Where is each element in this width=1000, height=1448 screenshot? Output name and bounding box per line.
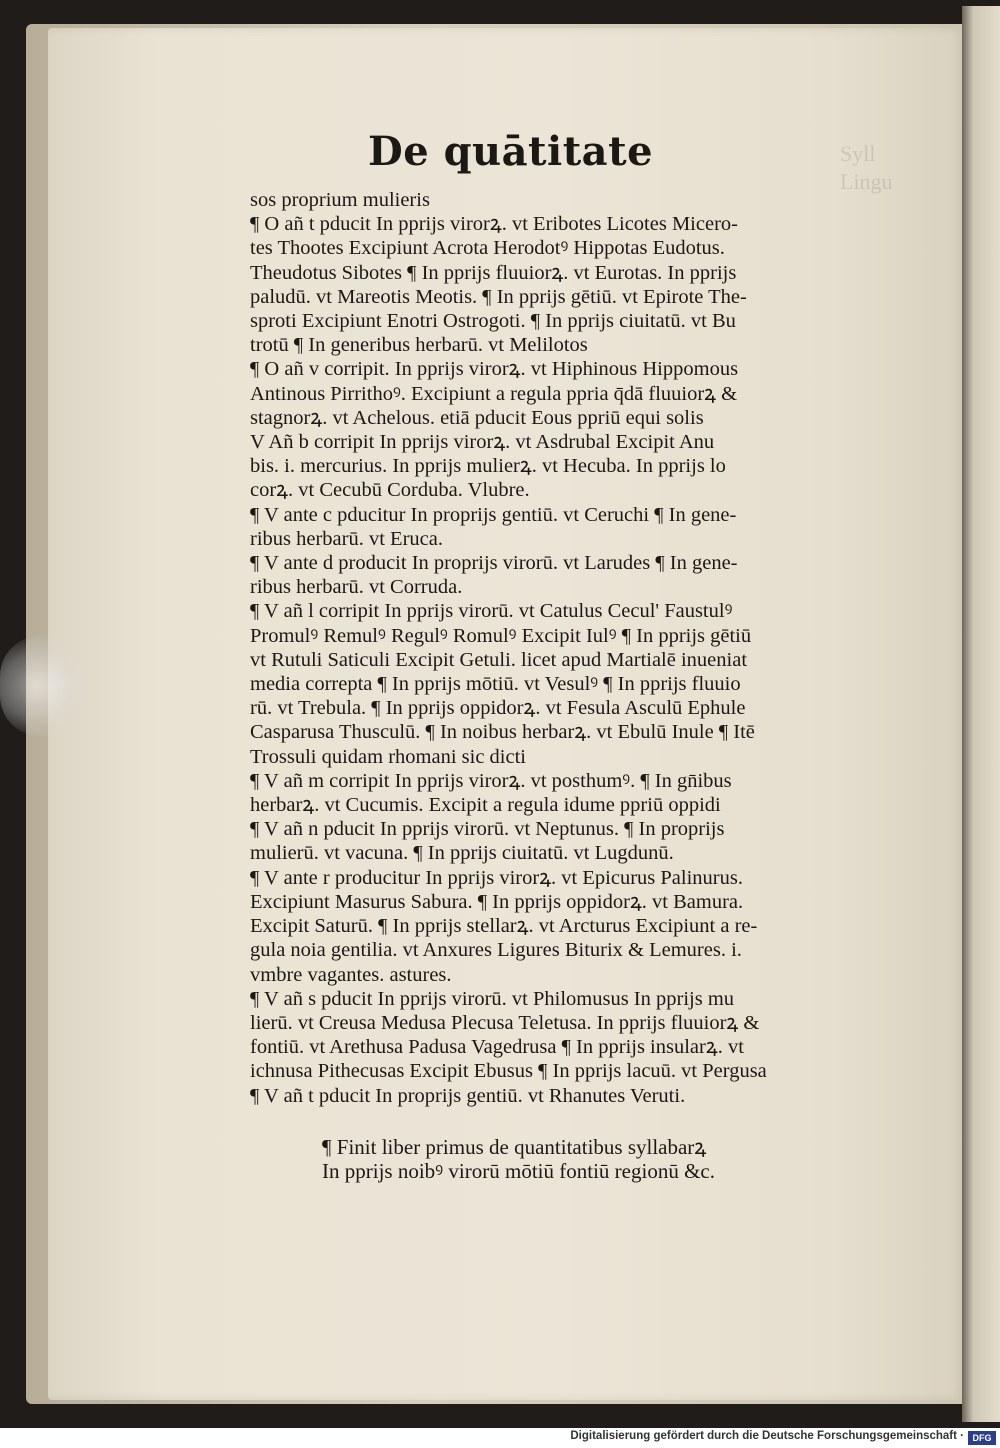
text-line: trotū ¶ In generibus herbarū. vt Melilotos: [250, 334, 588, 357]
text-line: lierū. vt Creusa Medusa Plecusa Teletusa. In pprijs fluuiorꝝ &: [250, 1011, 760, 1034]
text-line: media correpta ¶ In pprijs mōtiū. vt Vesulꝰ ¶ In pprijs fluuio: [250, 673, 741, 696]
colophon-line: ¶ Finit liber primus de quantitatibus syllabarꝝ: [322, 1135, 707, 1159]
text-line: ¶ V ante r producitur In pprijs virorꝝ. vt Epicurus Palinurus.: [250, 866, 743, 889]
colophon: [322, 1135, 842, 1183]
text-line: rū. vt Trebula. ¶ In pprijs oppidorꝝ. vt Fesula Asculū Ephule: [250, 697, 746, 720]
bleed-line: Lingu: [840, 169, 893, 194]
text-line: tes Thootes Excipiunt Acrota Herodotꝰ Hippotas Eudotus.: [250, 237, 725, 260]
text-line: fontiū. vt Arethusa Padusa Vagedrusa ¶ In pprijs insularꝝ. vt: [250, 1036, 744, 1059]
show-through-text: [840, 140, 960, 1140]
text-line: bis. i. mercurius. In pprijs mulierꝝ. vt Hecuba. In pprijs lo: [250, 455, 726, 478]
text-line: ¶ O añ v corripit. In pprijs virorꝝ. vt Hiphinous Hippomous: [250, 358, 739, 381]
digitization-footer: [0, 1428, 1000, 1448]
text-line: gula noia gentilia. vt Anxures Ligures Biturix & Lemures. i.: [250, 939, 742, 962]
page-heading: De quātitate: [368, 128, 654, 175]
text-line: ¶ V añ n pducit In pprijs virorū. vt Neptunus. ¶ In proprijs: [250, 818, 725, 841]
bleed-line: Syll: [840, 141, 876, 166]
text-line: sos proprium mulieris: [250, 189, 430, 211]
text-line: ¶ O añ t pducit In pprijs virorꝝ. vt Eribotes Licotes Micero-: [250, 213, 738, 236]
text-line: Theudotus Sibotes ¶ In pprijs fluuiorꝝ. vt Eurotas. In pprijs: [250, 261, 737, 284]
text-line: ribus herbarū. vt Eruca.: [250, 527, 443, 550]
main-text: [250, 188, 850, 1108]
text-line: Antinous Pirrithoꝰ. Excipiunt a regula ppria q̄dā fluuiorꝝ &: [250, 382, 738, 405]
text-line: sproti Excipiunt Enotri Ostrogoti. ¶ In pprijs ciuitatū. vt Bu: [250, 310, 736, 333]
text-line: paludū. vt Mareotis Meotis. ¶ In pprijs gētiū. vt Epirote The-: [250, 285, 747, 308]
text-line: ¶ V añ l corripit In pprijs virorū. vt Catulus Cecul' Faustulꝰ: [250, 600, 733, 623]
text-line: herbarꝝ. vt Cucumis. Excipit a regula idume ppriū oppidi: [250, 794, 721, 817]
text-line: Promulꝰ Remulꝰ Regulꝰ Romulꝰ Excipit Iulꝰ ¶ In pprijs gētiū: [250, 624, 752, 647]
footer-credit: Digitalisierung gefördert durch die Deutsche Forschungsgemeinschaft ·: [570, 1430, 964, 1442]
facing-page-edge: [962, 6, 1000, 1422]
text-line: ichnusa Pithecusas Excipit Ebusus ¶ In pprijs lacuū. vt Pergusa: [250, 1060, 767, 1083]
text-line: Casparusa Thusculū. ¶ In noibus herbarꝝ. vt Ebulū Inule ¶ Itē: [250, 721, 755, 744]
text-line: stagnorꝝ. vt Achelous. etiā pducit Eous ppriū equi solis: [250, 406, 704, 429]
text-line: Excipit Saturū. ¶ In pprijs stellarꝝ. vt Arcturus Excipiunt a re-: [250, 915, 758, 938]
text-line: ribus herbarū. vt Corruda.: [250, 576, 463, 599]
text-line: Trossuli quidam rhomani sic dicti: [250, 745, 526, 768]
text-line: vmbre vagantes. astures.: [250, 963, 452, 986]
text-line: ¶ V añ s pducit In pprijs virorū. vt Philomusus In pprijs mu: [250, 987, 735, 1010]
text-line: ¶ V ante d producit In proprijs virorū. vt Larudes ¶ In gene-: [250, 552, 738, 575]
colophon-line: In pprijs noibꝰ virorū mōtiū fontiū regionū &c.: [322, 1159, 715, 1183]
text-line: Excipiunt Masurus Sabura. ¶ In pprijs oppidorꝝ. vt Bamura.: [250, 890, 744, 913]
text-line: mulierū. vt vacuna. ¶ In pprijs ciuitatū. vt Lugdunū.: [250, 842, 674, 865]
page-clip: [0, 636, 90, 736]
text-line: corꝝ. vt Cecubū Corduba. Vlubre.: [250, 479, 530, 502]
text-line: ¶ V añ m corripit In pprijs virorꝝ. vt posthumꝰ. ¶ In gn̄ibus: [250, 769, 732, 792]
dfg-logo-icon: DFG: [968, 1431, 996, 1445]
text-line: vt Rutuli Saticuli Excipit Getuli. licet apud Martialē inueniat: [250, 648, 748, 671]
text-line: ¶ V añ t pducit In proprijs gentiū. vt Rhanutes Veruti.: [250, 1084, 686, 1107]
text-line: ¶ V ante c pducitur In proprijs gentiū. vt Ceruchi ¶ In gene-: [250, 503, 737, 526]
text-line: V Añ b corripit In pprijs virorꝝ. vt Asdrubal Excipit Anu: [250, 431, 715, 454]
